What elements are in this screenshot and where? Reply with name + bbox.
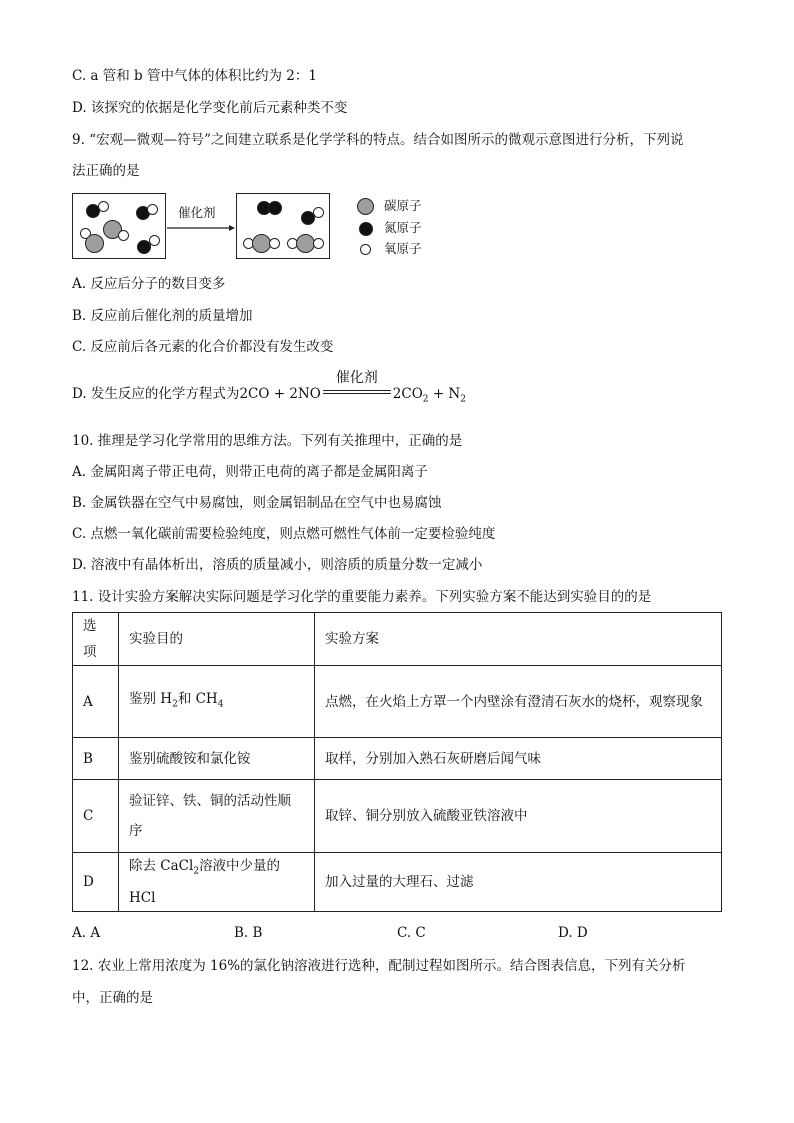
option-d-prev: D. 该探究的依据是化学变化前后元素种类不变	[72, 100, 348, 116]
q9-option-c: C. 反应前后各元素的化合价都没有发生改变	[72, 339, 334, 355]
q10-stem: 10. 推理是学习化学常用的思维方法。下列有关推理中，正确的是	[72, 433, 463, 449]
q11-choice-b: B. B	[234, 925, 263, 941]
q12-stem-line1: 12. 农业上常用浓度为 16%的氯化钠溶液进行选种，配制过程如图所示。结合图表信息，下列有关分析	[72, 958, 686, 974]
legend-carbon-label: 碳原子	[384, 198, 422, 213]
table-cell-plan: 取样，分别加入熟石灰研磨后闻气味	[315, 738, 722, 780]
table-cell-purpose: 鉴别硫酸铵和氯化铵	[119, 738, 315, 780]
legend-carbon	[357, 196, 422, 215]
option-c-prev: C. a 管和 b 管中气体的体积比约为 2：1	[72, 68, 317, 84]
purpose-sub: 2	[172, 699, 178, 710]
after-reaction-box	[236, 193, 330, 259]
table-cell-option: A	[73, 666, 119, 738]
q11-choice-a: A. A	[72, 925, 101, 941]
oxygen-atom	[147, 204, 158, 215]
oxygen-atom-icon	[360, 244, 371, 255]
oxygen-atom	[313, 238, 324, 249]
table-cell-plan: 取锌、铜分别放入硫酸亚铁溶液中	[315, 780, 722, 853]
table-cell-option: B	[73, 738, 119, 780]
equation-sub: 2	[460, 394, 466, 405]
oxygen-atom	[118, 230, 129, 241]
oxygen-atom	[149, 235, 160, 246]
table-header-cell: 实验目的	[119, 613, 315, 666]
oxygen-atom	[269, 238, 280, 249]
equation-product-n2: + N	[428, 386, 461, 402]
nitrogen-atom	[268, 201, 282, 215]
purpose-text: 除去 CaCl	[129, 858, 194, 874]
q10-option-c: C. 点燃一氧化碳前需要检验纯度，则点燃可燃性气体前一定要检验纯度	[72, 526, 496, 542]
purpose-sub: 4	[217, 699, 224, 710]
purpose-sub: 2	[193, 866, 200, 877]
q9-stem-line2: 法正确的是	[72, 163, 140, 179]
catalyst-label: 催化剂	[178, 205, 216, 220]
purpose-text: 鉴别 H	[129, 690, 173, 707]
q11-choice-d: D. D	[558, 925, 588, 941]
table-cell-purpose	[119, 666, 315, 738]
table-cell-purpose: 验证锌、铁、铜的活动性顺序	[119, 780, 315, 853]
table-cell-plan: 点燃，在火焰上方罩一个内壁涂有澄清石灰水的烧杯，观察现象	[315, 666, 722, 738]
table-cell-option: D	[73, 853, 119, 912]
q9-stem-line1: 9. “宏观—微观—符号”之间建立联系是化学学科的特点。结合如图所示的微观示意图进行分析，下列说	[72, 132, 684, 148]
table-header-cell: 选项	[73, 613, 119, 666]
oxygen-atom	[313, 207, 324, 218]
q9-option-d-prefix: D. 发生反应的化学方程式为	[72, 386, 240, 402]
table-row	[73, 666, 722, 738]
table-header-row	[73, 613, 722, 666]
equation-product-co2: 2CO	[392, 386, 423, 402]
table-row	[73, 853, 722, 912]
legend-oxygen	[357, 239, 422, 257]
before-reaction-box	[72, 193, 166, 259]
equation-bar-top	[323, 390, 391, 391]
table-row	[73, 780, 722, 853]
q11-choice-c: C. C	[397, 925, 426, 941]
equation-sub: 2	[422, 394, 429, 405]
equation-catalyst-label: 催化剂	[335, 370, 378, 386]
equation-reactants: 2CO + 2NO	[239, 386, 321, 402]
equation-bar-bottom	[323, 393, 391, 394]
carbon-atom-icon	[357, 198, 374, 215]
purpose-text: 和 CH	[177, 690, 218, 707]
q11-stem: 11. 设计实验方案解决实际问题是学习化学的重要能力素养。下列实验方案不能达到实验目的的是	[72, 589, 652, 605]
q9-option-d	[72, 370, 466, 409]
q9-option-a: A. 反应后分子的数目变多	[72, 276, 226, 292]
nitrogen-atom-icon	[359, 222, 373, 236]
legend-oxygen-label: 氧原子	[384, 241, 422, 256]
purpose-text: 溶液中少量的 HCl	[129, 858, 281, 906]
table-cell-option: C	[73, 780, 119, 853]
legend-nitrogen-label: 氮原子	[384, 220, 422, 235]
oxygen-atom	[98, 201, 109, 212]
equation-condition	[321, 370, 393, 403]
q10-option-a: A. 金属阳离子带正电荷，则带正电荷的离子都是金属阳离子	[72, 464, 428, 480]
q11-table	[72, 612, 722, 912]
table-header-cell: 实验方案	[315, 613, 722, 666]
legend-nitrogen	[357, 218, 422, 236]
q10-option-b: B. 金属铁器在空气中易腐蚀，则金属铝制品在空气中也易腐蚀	[72, 495, 442, 511]
carbon-atom	[85, 234, 104, 253]
reaction-arrow-icon	[166, 224, 236, 232]
q10-option-d: D. 溶液中有晶体析出，溶质的质量减小，则溶质的质量分数一定减小	[72, 557, 483, 573]
q9-micro-diagram	[72, 190, 432, 265]
q9-option-b: B. 反应前后催化剂的质量增加	[72, 308, 253, 324]
table-row	[73, 738, 722, 780]
q12-stem-line2: 中，正确的是	[72, 990, 153, 1006]
table-cell-plan: 加入过量的大理石、过滤	[315, 853, 722, 912]
table-cell-purpose	[119, 853, 315, 912]
